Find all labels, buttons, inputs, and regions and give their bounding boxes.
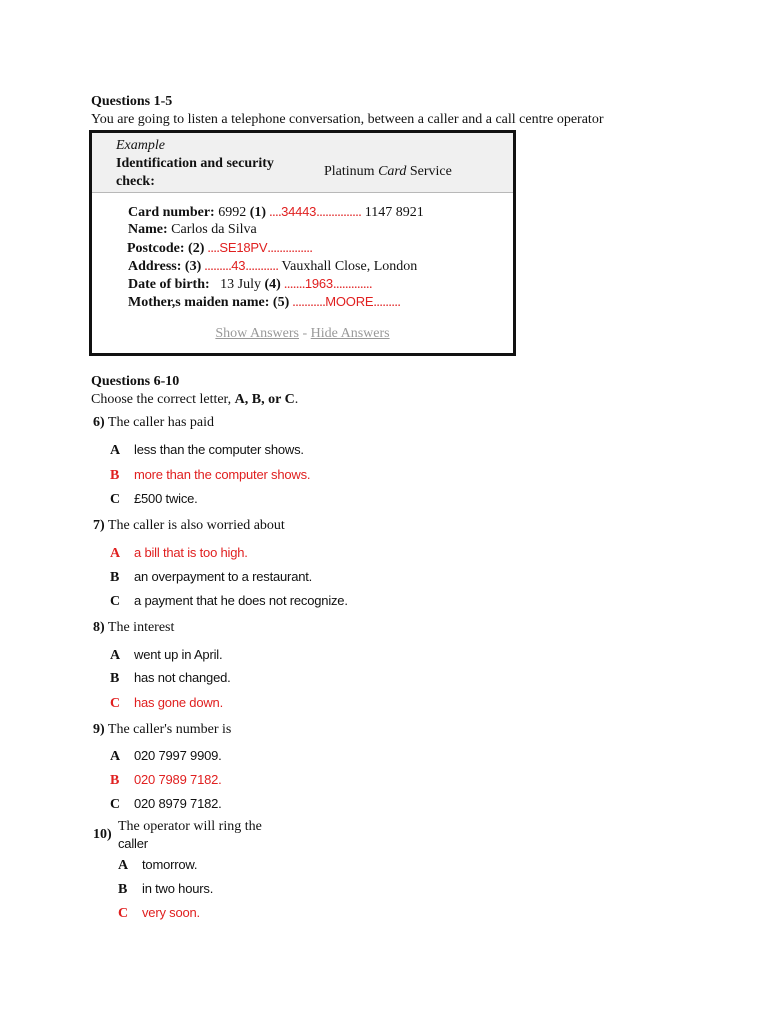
question-10-number — [93, 827, 112, 843]
option-letter: A — [110, 443, 121, 458]
section1-title: Questions 1-5 — [91, 94, 173, 109]
q7-option-a[interactable] — [110, 545, 248, 562]
option-letter: C — [110, 594, 121, 609]
question-text: The interest — [104, 620, 175, 635]
postcode-label: Postcode: — [127, 241, 185, 256]
option-text: 020 7997 9909. — [134, 748, 222, 763]
answers-links — [92, 326, 513, 342]
field-address — [128, 258, 417, 275]
links-separator: - — [299, 326, 311, 341]
question-7 — [93, 518, 285, 534]
option-text: tomorrow. — [142, 857, 198, 872]
question-number: 8) — [93, 620, 105, 635]
q5-dots-a: ........... — [289, 295, 326, 310]
option-text: less than the computer shows. — [134, 442, 304, 457]
name-value: Carlos da Silva — [167, 222, 257, 237]
option-letter: B — [110, 468, 120, 483]
q1-answer: 34443 — [281, 204, 317, 219]
section2-title: Questions 6-10 — [91, 374, 180, 389]
option-letter: B — [110, 671, 120, 686]
q10-option-c[interactable] — [118, 905, 200, 922]
question-9 — [93, 722, 231, 738]
option-text: an overpayment to a restaurant. — [134, 569, 313, 584]
question-number: 9) — [93, 722, 105, 737]
question-number: 7) — [93, 518, 105, 533]
q1-number: (1) — [249, 205, 267, 220]
option-text: a payment that he does not recognize. — [134, 593, 348, 608]
option-letter: C — [118, 906, 129, 921]
q8-option-b[interactable] — [110, 670, 231, 687]
option-letter: A — [110, 546, 121, 561]
question-text-line2: caller — [118, 836, 148, 851]
identification-label: Identification and security check: — [116, 156, 274, 189]
service-label — [324, 164, 452, 180]
question-10-text — [118, 818, 262, 853]
address-post: Vauxhall Close, London — [278, 259, 418, 274]
q9-option-b[interactable] — [110, 772, 222, 789]
q6-option-c[interactable] — [110, 491, 198, 508]
q7-option-c[interactable] — [110, 593, 348, 610]
q6-option-b[interactable] — [110, 467, 310, 484]
q8-option-a[interactable] — [110, 647, 222, 664]
q5-answer: MOORE — [325, 294, 374, 309]
section2-intro — [91, 392, 298, 408]
field-card-number — [128, 204, 424, 221]
service-italic: Card — [378, 164, 407, 179]
q1-dots-a: .... — [266, 205, 282, 220]
q3-dots-b: ........... — [245, 259, 279, 274]
option-letter: B — [110, 773, 120, 788]
option-text: more than the computer shows. — [134, 467, 311, 482]
field-maiden-name — [128, 294, 400, 311]
option-text: £500 twice. — [134, 491, 198, 506]
section1-intro: You are going to listen a telephone conversation, between a caller and a call centre operator — [91, 112, 604, 127]
option-text: has not changed. — [134, 670, 231, 685]
option-text: very soon. — [142, 905, 200, 920]
dob-pre: 13 July — [209, 277, 265, 292]
option-text: a bill that is too high. — [134, 545, 248, 560]
q9-option-c[interactable] — [110, 796, 222, 813]
card-number-pre: 6992 — [214, 205, 250, 220]
service-post: Service — [406, 164, 452, 179]
option-letter: C — [110, 696, 121, 711]
q2-dots-b: ............... — [267, 241, 313, 256]
q4-dots-b: ............. — [332, 277, 372, 292]
q4-answer: 1963 — [304, 276, 333, 291]
q4-dots-a: ....... — [280, 277, 305, 292]
option-letter: C — [110, 492, 121, 507]
address-label: Address: — [128, 259, 182, 274]
intro-bold: A, B, or C — [234, 392, 295, 407]
question-number: 10) — [93, 827, 112, 842]
q3-number: (3) — [181, 259, 202, 274]
q10-option-b[interactable] — [118, 881, 213, 898]
intro-pre: Choose the correct letter, — [91, 392, 235, 407]
question-text: The caller's number is — [104, 722, 232, 737]
question-text: The caller has paid — [104, 415, 215, 430]
q10-option-a[interactable] — [118, 857, 197, 874]
q6-option-a[interactable] — [110, 442, 304, 459]
card-number-label: Card number: — [128, 205, 215, 220]
q2-dots-a: .... — [204, 241, 220, 256]
question-text: The caller is also worried about — [104, 518, 285, 533]
option-letter: B — [110, 570, 120, 585]
option-text: in two hours. — [142, 881, 214, 896]
name-label: Name: — [128, 222, 168, 237]
q8-option-c[interactable] — [110, 695, 223, 712]
q7-option-b[interactable] — [110, 569, 312, 586]
show-answers-link[interactable]: Show Answers — [215, 326, 299, 341]
q1-dots-b: ............... — [316, 205, 362, 220]
q2-answer: SE18PV — [219, 240, 268, 255]
example-label: Example — [116, 138, 165, 153]
q5-number: (5) — [269, 295, 290, 310]
card-box — [89, 130, 516, 356]
hide-answers-link[interactable]: Hide Answers — [310, 326, 390, 341]
maiden-label: Mother,s maiden name: — [128, 295, 270, 310]
option-text: 020 8979 7182. — [134, 796, 222, 811]
service-pre: Platinum — [324, 164, 379, 179]
option-letter: A — [118, 858, 129, 873]
option-text: went up in April. — [134, 647, 223, 662]
option-letter: B — [118, 882, 128, 897]
q3-answer: 43 — [231, 258, 246, 273]
dob-label: Date of birth: — [128, 277, 210, 292]
q9-option-a[interactable] — [110, 748, 222, 765]
field-postcode — [127, 240, 312, 257]
option-text: has gone down. — [134, 695, 223, 710]
q4-number: (4) — [264, 277, 281, 292]
option-letter: A — [110, 648, 121, 663]
field-name — [128, 222, 257, 238]
option-letter: A — [110, 749, 121, 764]
question-text-line1: The operator will ring the — [118, 819, 262, 834]
question-6 — [93, 415, 214, 431]
q3-dots-a: ......... — [201, 259, 232, 274]
q2-number: (2) — [184, 241, 205, 256]
q5-dots-b: ......... — [373, 295, 401, 310]
card-number-post: 1147 8921 — [361, 205, 424, 220]
option-text: 020 7989 7182. — [134, 772, 222, 787]
field-dob — [128, 276, 372, 293]
intro-post: . — [294, 392, 299, 407]
question-8 — [93, 620, 174, 636]
question-number: 6) — [93, 415, 105, 430]
card-header — [92, 133, 513, 193]
option-letter: C — [110, 797, 121, 812]
